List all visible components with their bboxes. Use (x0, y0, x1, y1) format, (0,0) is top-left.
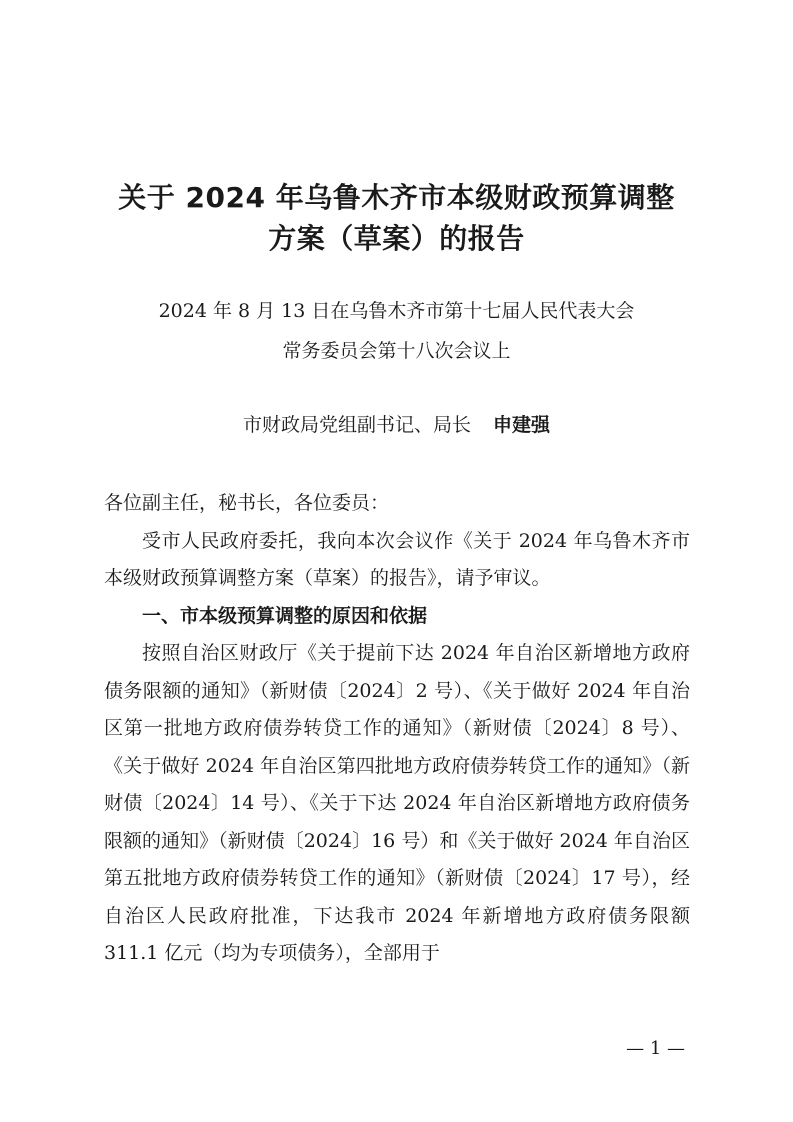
document-title-line-1: 关于 2024 年乌鲁木齐市本级财政预算调整 (118, 181, 675, 214)
subtitle-line-1: 2024 年 8 月 13 日在乌鲁木齐市第十七届人民代表大会 (158, 300, 635, 322)
author-role: 市财政局党组副书记、局长 (242, 414, 471, 436)
salutation: 各位副主任，秘书长，各位委员： (104, 492, 390, 514)
document-body (104, 485, 690, 973)
subtitle-line-2: 常务委员会第十八次会议上 (282, 340, 511, 362)
author-name: 申建强 (493, 414, 551, 436)
paragraph-2: 按照自治区财政厅《关于提前下达 2024 年自治区新增地方政府债务限额的通知》（新财债〔2024〕2 号）、《关于做好 2024 年自治区第一批地方政府债券转贷工作的通知》（新财债〔2024〕8 号）、《关于做好 2024 年自治区第四批地方政府债券转贷工作的通知》（新财债〔2024〕14 号）、《关于下达 2024 年自治区新增地方政府债务限额的通知》（新财债〔2024〕16 号）和《关于做好 2024 年自治区第五批地方政府债券转贷工作的通知》（新财债〔2024〕17 号），经自治区人民政府批准，下达我市 2024 年新增地方政府债务限额 311.1 亿元（均为专项债务），全部用于 (104, 642, 690, 964)
author-line (0, 411, 793, 439)
document-title-line-2: 方案（草案）的报告 (268, 222, 525, 255)
paragraph-1: 受市人民政府委托，我向本次会议作《关于 2024 年乌鲁木齐市本级财政预算调整方案（草案）的报告》，请予审议。 (104, 529, 690, 589)
page-number: — 1 — (626, 1038, 685, 1059)
section-1-heading: 一、市本级预算调整的原因和依据 (142, 604, 428, 627)
